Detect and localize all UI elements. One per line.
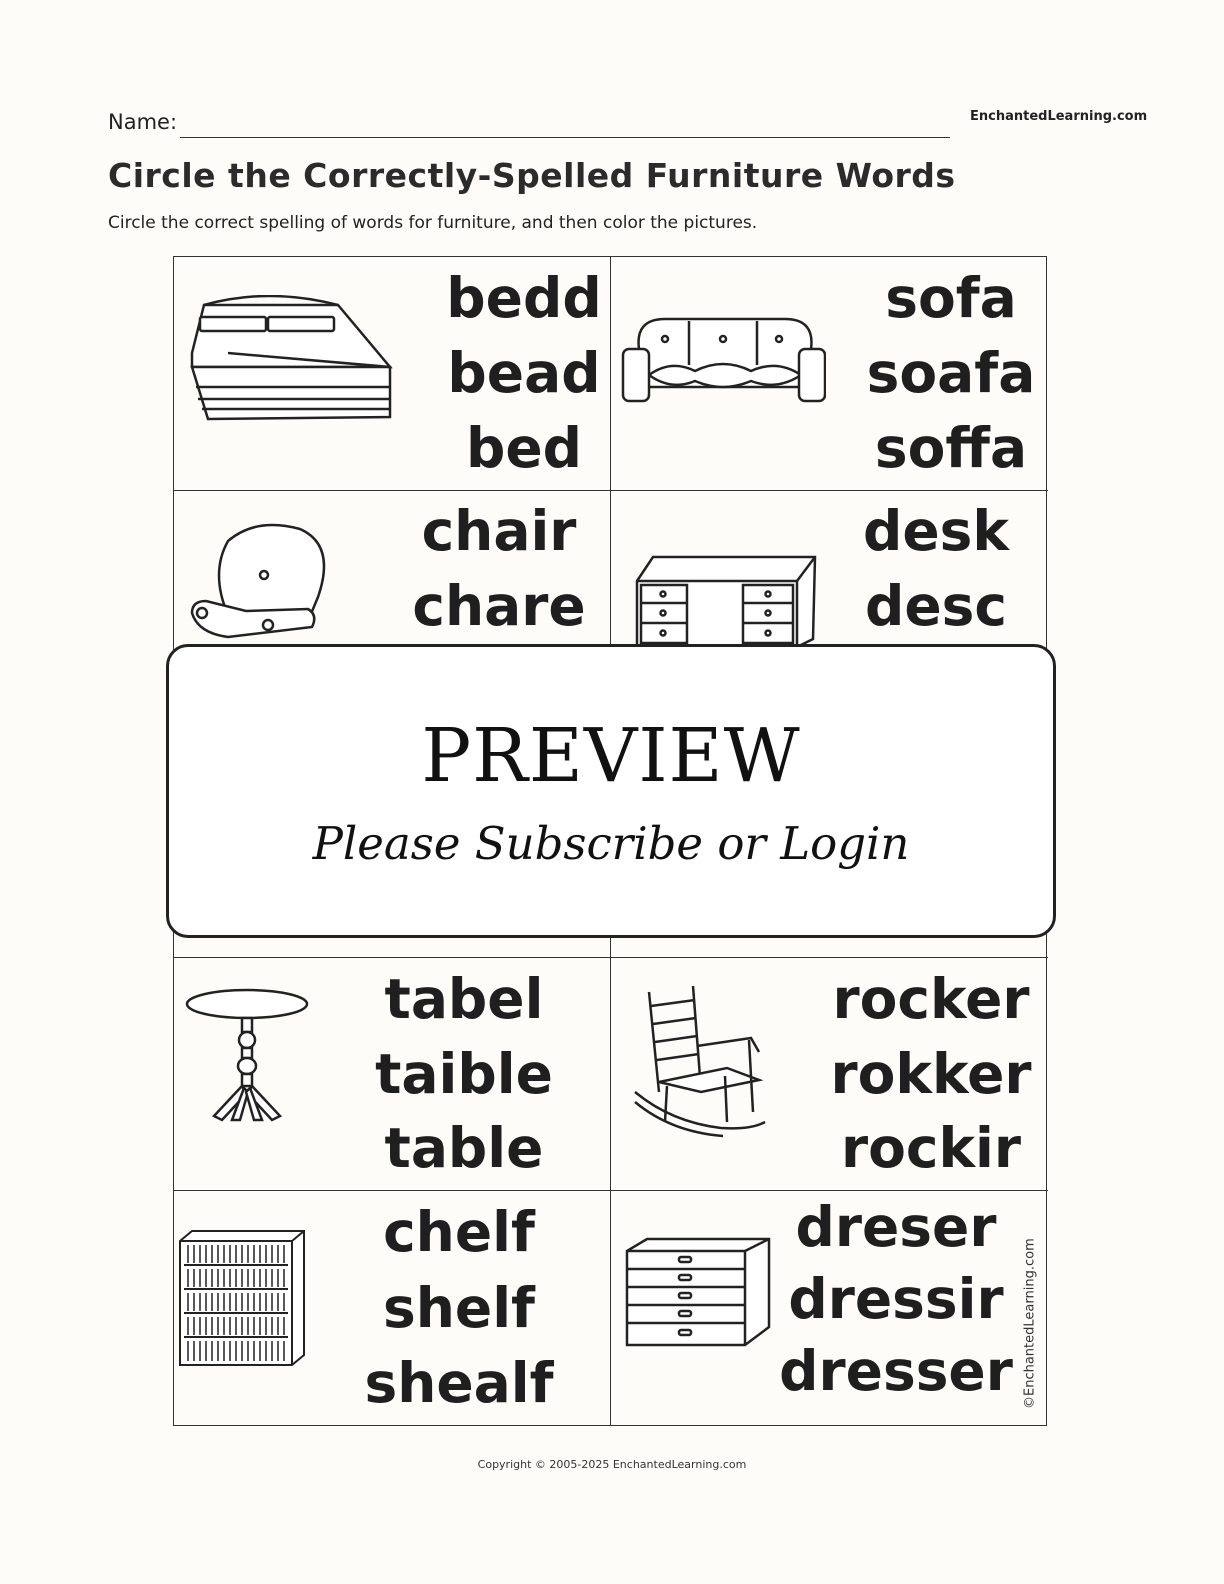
preview-title: PREVIEW bbox=[421, 712, 801, 799]
cell-rocker bbox=[611, 958, 1048, 1192]
desk-icon bbox=[633, 553, 818, 648]
word-choices bbox=[861, 495, 1011, 644]
word-option[interactable]: shealf bbox=[364, 1350, 554, 1415]
word-option[interactable]: bedd bbox=[446, 265, 602, 330]
word-option[interactable]: rokker bbox=[830, 1041, 1032, 1106]
word-option[interactable]: sofa bbox=[885, 265, 1017, 330]
cell-shelf bbox=[174, 1191, 611, 1425]
word-option[interactable]: soafa bbox=[866, 340, 1036, 405]
word-option[interactable]: taible bbox=[375, 1041, 553, 1106]
word-option[interactable]: chair bbox=[421, 499, 577, 564]
word-choices bbox=[866, 261, 1036, 486]
word-option[interactable]: dressir bbox=[788, 1266, 1004, 1331]
sofa-icon bbox=[621, 315, 826, 407]
word-option[interactable]: desk bbox=[863, 499, 1009, 564]
preview-overlay[interactable] bbox=[166, 644, 1056, 938]
cell-table bbox=[174, 958, 611, 1192]
word-option[interactable]: chare bbox=[412, 573, 586, 638]
name-line[interactable] bbox=[180, 137, 950, 138]
subscribe-login-link[interactable]: Please Subscribe or Login bbox=[312, 816, 910, 870]
word-option[interactable]: desc bbox=[864, 573, 1007, 638]
word-option[interactable]: tabel bbox=[384, 966, 544, 1031]
page-title: Circle the Correctly-Spelled Furniture Words bbox=[108, 156, 956, 195]
word-choices bbox=[446, 261, 602, 486]
cell-bed bbox=[174, 257, 611, 491]
word-option[interactable]: rocker bbox=[832, 966, 1030, 1031]
dresser-icon bbox=[623, 1237, 773, 1349]
word-option[interactable]: bead bbox=[447, 340, 601, 405]
word-option[interactable]: chelf bbox=[383, 1200, 535, 1265]
word-option[interactable]: dreser bbox=[795, 1194, 997, 1259]
word-option[interactable]: bed bbox=[465, 415, 583, 480]
site-name: EnchantedLearning.com bbox=[970, 109, 1148, 124]
word-option[interactable]: dresser bbox=[779, 1338, 1013, 1403]
instructions: Circle the correct spelling of words for furniture, and then color the pictures. bbox=[108, 213, 758, 233]
bookshelf-icon bbox=[176, 1229, 308, 1369]
side-credit: ©EnchantedLearning.com bbox=[1023, 1238, 1038, 1409]
word-choices bbox=[412, 495, 586, 644]
name-label: Name: bbox=[108, 110, 178, 134]
word-option[interactable]: table bbox=[384, 1116, 544, 1181]
rocking-chair-icon bbox=[631, 972, 771, 1138]
cell-dresser bbox=[611, 1191, 1048, 1425]
word-choices bbox=[375, 962, 553, 1187]
word-choices bbox=[364, 1195, 554, 1421]
word-option[interactable]: rockir bbox=[840, 1116, 1022, 1181]
word-choices bbox=[779, 1191, 1013, 1407]
table-icon bbox=[184, 986, 314, 1124]
copyright: Copyright © 2005-2025 EnchantedLearning.com bbox=[477, 1458, 747, 1471]
cell-sofa bbox=[611, 257, 1048, 491]
word-option[interactable]: shelf bbox=[383, 1275, 535, 1340]
word-choices bbox=[830, 962, 1032, 1187]
bed-icon bbox=[188, 295, 398, 425]
armchair-icon bbox=[188, 521, 338, 641]
word-option[interactable]: soffa bbox=[874, 415, 1028, 480]
